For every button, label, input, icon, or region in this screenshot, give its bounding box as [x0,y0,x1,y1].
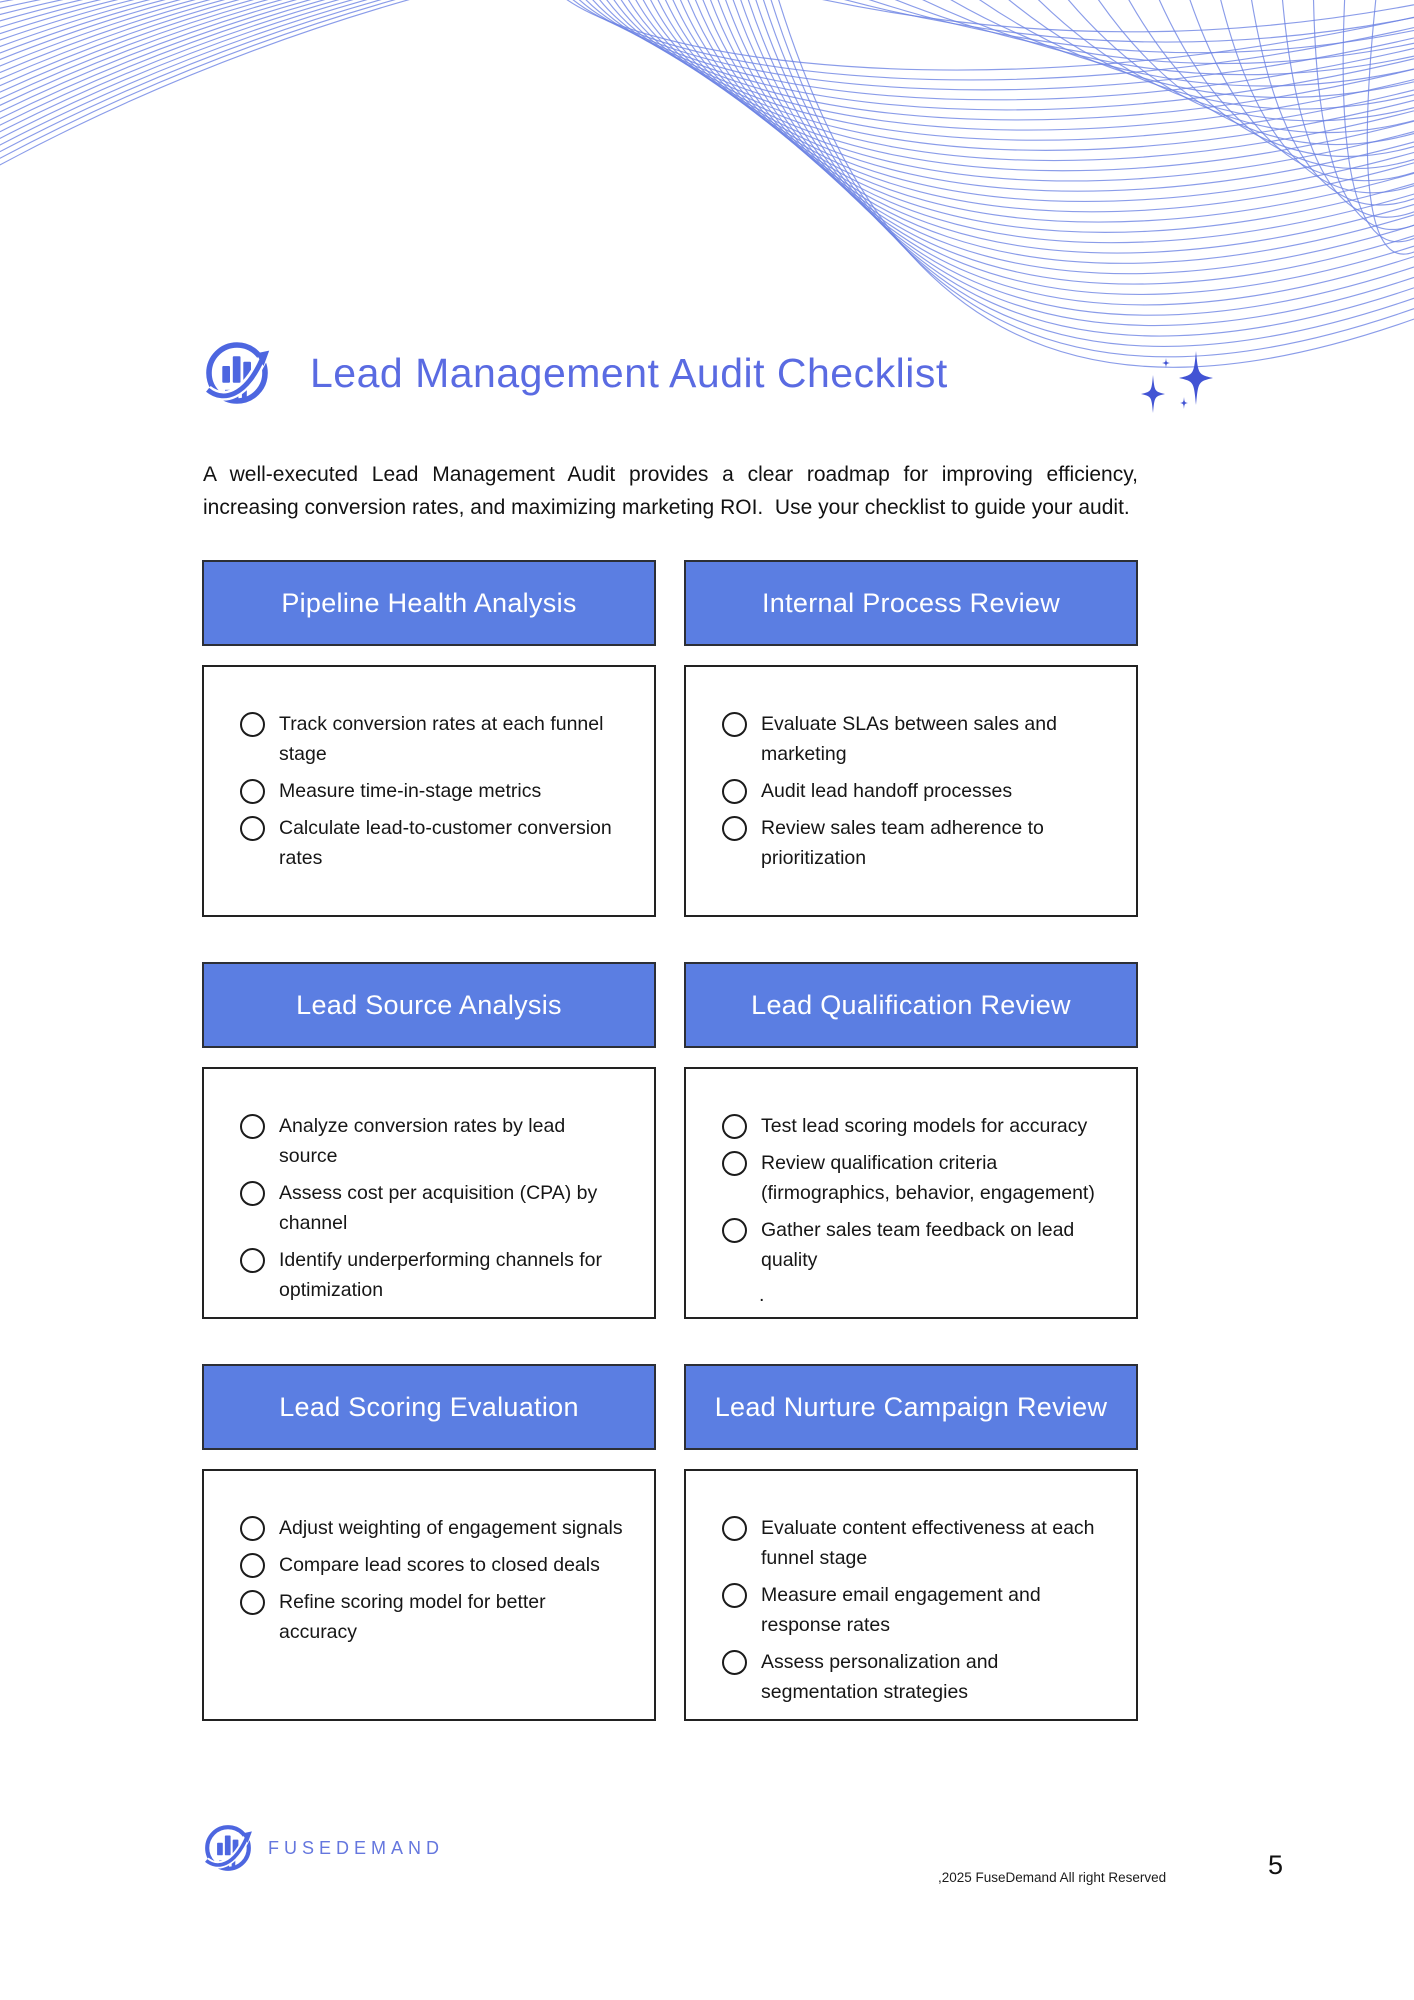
checklist-item-label: Analyze conversion rates by lead source [279,1115,566,1167]
checklist-item-label: Refine scoring model for better accuracy [279,1591,546,1643]
section-header: Lead Qualification Review [684,962,1138,1048]
checkbox[interactable] [722,1218,747,1243]
checkbox[interactable] [722,1114,747,1139]
checklist-item [240,1513,628,1543]
checkbox[interactable] [722,1516,747,1541]
checklist-item-label: Gather sales team feedback on lead quality [761,1219,1075,1271]
checklist-item-label: Measure email engagement and response rates [761,1584,1041,1636]
checklist-item-label: Audit lead handoff processes [761,780,1013,802]
section-lead-qualification-review [684,962,1138,1319]
section-header: Internal Process Review [684,560,1138,646]
checklist-item-label: Evaluate content effectiveness at each funnel stage [761,1517,1095,1569]
brand-logo-icon [202,338,272,408]
section-lead-source-analysis [202,962,656,1319]
checklist-item [240,1245,628,1305]
checklist-item [240,1587,628,1647]
checklist-item [722,776,1110,806]
footer-logo-icon [202,1822,254,1874]
checklist-grid [202,560,1138,1721]
checklist-item-label: Measure time-in-stage metrics [279,780,542,802]
page-number: 5 [1268,1850,1284,1880]
checkbox[interactable] [722,1583,747,1608]
checklist-item-label: Calculate lead-to-customer conversion rates [279,817,612,869]
checkbox[interactable] [722,779,747,804]
trailing-note: . [759,1284,765,1306]
section-pipeline-health-analysis [202,560,656,917]
checkbox[interactable] [722,816,747,841]
section-header: Lead Source Analysis [202,962,656,1048]
checklist-item [722,1580,1110,1640]
checkbox[interactable] [240,1590,265,1615]
checkbox[interactable] [240,1553,265,1578]
section-header: Lead Nurture Campaign Review [684,1364,1138,1450]
section-body [202,1469,656,1721]
intro-paragraph: A well-executed Lead Management Audit provides a clear roadmap for improving efficiency, increasing conversion rates, and maximizing marketing ROI. Use your checklist to guide your audit. [203,463,1144,519]
checklist-item [240,709,628,769]
checklist-item-label: Evaluate SLAs between sales and marketing [761,713,1057,765]
section-body [684,1067,1138,1319]
checklist-item-label: Review sales team adherence to prioritization [761,817,1044,869]
checklist-item-label: Assess cost per acquisition (CPA) by channel [279,1182,598,1234]
checkbox[interactable] [722,712,747,737]
checklist-item [240,776,628,806]
checkbox[interactable] [240,1516,265,1541]
checklist-item [722,813,1110,873]
checklist-item [722,1513,1110,1573]
checklist-item-label: Assess personalization and segmentation strategies [761,1651,999,1703]
section-lead-nurture-campaign-review [684,1364,1138,1721]
section-body [684,665,1138,917]
checklist-item-label: Review qualification criteria (firmographics, behavior, engagement) [761,1152,1095,1204]
footer-brand [202,1822,444,1874]
section-internal-process-review [684,560,1138,917]
checklist-item [240,1111,628,1171]
checklist-item [240,813,628,873]
checklist-item [722,1215,1110,1275]
checkbox[interactable] [240,779,265,804]
checkbox[interactable] [240,1248,265,1273]
section-header: Pipeline Health Analysis [202,560,656,646]
checkbox[interactable] [240,816,265,841]
checkbox[interactable] [722,1650,747,1675]
section-body [684,1469,1138,1721]
copyright-text: ,2025 FuseDemand All right Reserved [938,1870,1167,1885]
checklist-item-label: Track conversion rates at each funnel stage [279,713,604,765]
checkbox[interactable] [240,1181,265,1206]
checklist-item [722,709,1110,769]
checklist-item-label: Compare lead scores to closed deals [279,1554,600,1576]
checklist-item [722,1647,1110,1707]
checkbox[interactable] [240,1114,265,1139]
checkbox[interactable] [240,712,265,737]
checklist-item [240,1550,628,1580]
section-lead-scoring-evaluation [202,1364,656,1721]
section-body [202,1067,656,1319]
checklist-item [722,1111,1110,1141]
checklist-item-label: Identify underperforming channels for optimization [279,1249,603,1301]
decorative-wave-pattern [0,0,1414,640]
checklist-item-label: Test lead scoring models for accuracy [761,1115,1088,1137]
section-body [202,665,656,917]
checkbox[interactable] [722,1151,747,1176]
document-header [202,338,948,408]
checklist-item [240,1178,628,1238]
footer-brand-name: FUSEDEMAND [268,1837,445,1858]
page-title: Lead Management Audit Checklist [310,349,948,396]
checklist-item-label: Adjust weighting of engagement signals [279,1517,623,1539]
checklist-item [722,1148,1110,1208]
section-header: Lead Scoring Evaluation [202,1364,656,1450]
